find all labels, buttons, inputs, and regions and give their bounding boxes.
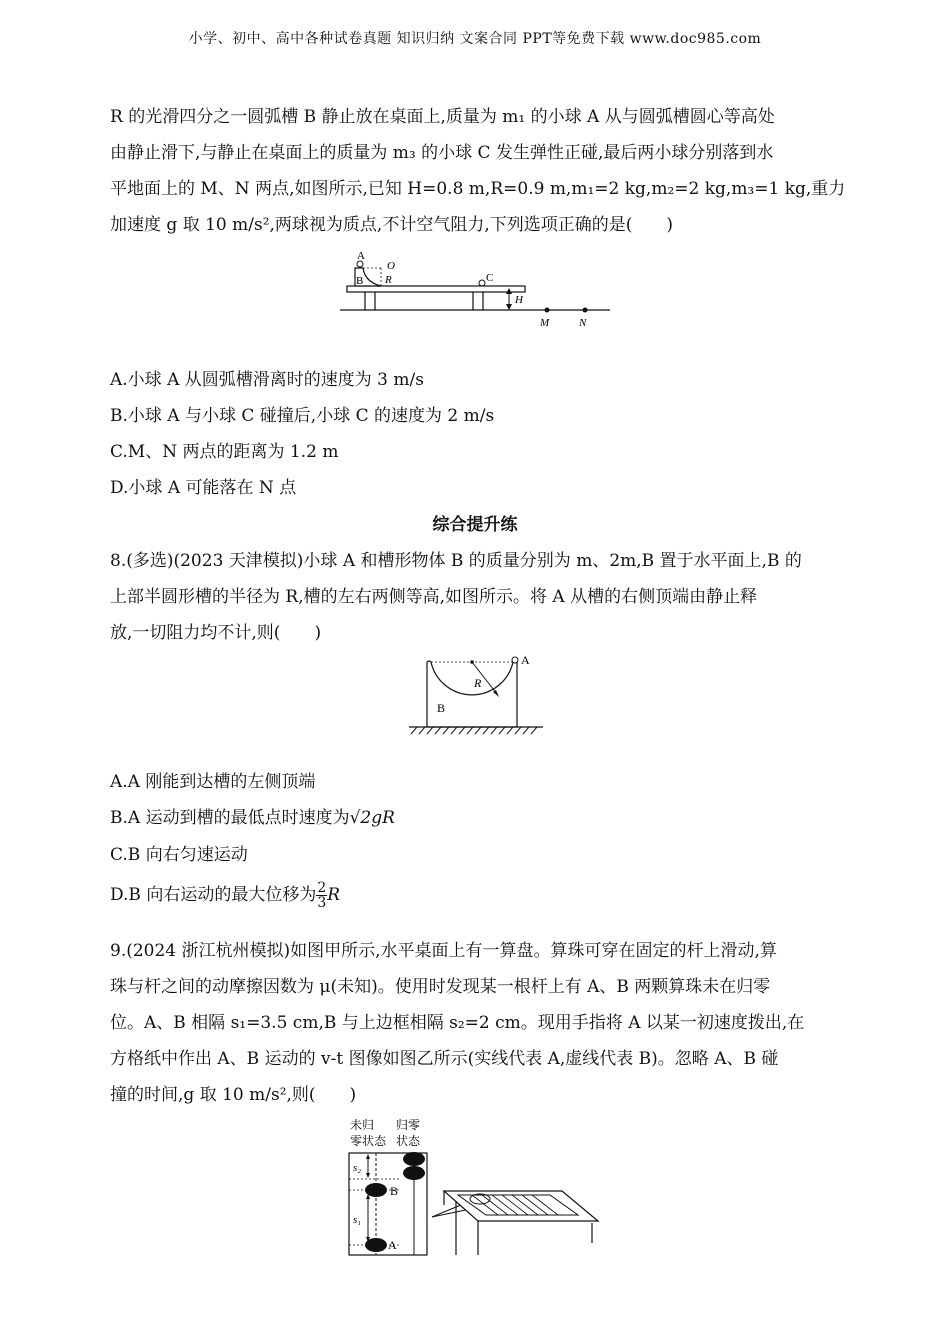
q8-stem-line: 放,一切阻力均不计,则( ) <box>110 623 322 643</box>
q8-stem-line: 8.(多选)(2023 天津模拟)小球 A 和槽形物体 B 的质量分别为 m、2m,B 置于水平面上,B 的 <box>110 551 802 571</box>
q7-stem-line: 加速度 g 取 10 m/s²,两球视为质点,不计空气阻力,下列选项正确的是( ) <box>110 215 673 235</box>
q8-option-b <box>110 803 395 828</box>
q9-stem-line: 珠与杆之间的动摩擦因数为 μ(未知)。使用时发现某一根杆上有 A、B 两颗算珠未在归零 <box>110 977 771 997</box>
label-h: H <box>515 294 523 306</box>
option-b-math: √2gR <box>349 808 395 828</box>
label-a: A <box>388 1238 397 1252</box>
q7-figure <box>335 248 615 330</box>
fraction-denominator: 3 <box>317 895 327 911</box>
label-c: C <box>486 272 494 284</box>
q9-stem-line: 位。A、B 相隔 s₁=3.5 cm,B 与上边框相隔 s₂=2 cm。现用手指将 A 以某一初速度拨出,在 <box>110 1013 805 1033</box>
label-s1: s₁ <box>353 1214 362 1226</box>
table-top <box>347 286 525 292</box>
fraction-suffix: R <box>327 885 341 905</box>
q8-option-d <box>110 880 340 910</box>
q8-option-c: C.B 向右匀速运动 <box>110 845 248 865</box>
fraction-numerator: 2 <box>317 880 327 896</box>
q9-figure <box>340 1115 610 1260</box>
option-d-text: D.B 向右运动的最大位移为 <box>110 885 317 905</box>
bead-b <box>365 1183 387 1197</box>
bead-a <box>365 1238 387 1252</box>
q8-option-a: A.A 刚能到达槽的左侧顶端 <box>110 772 316 792</box>
bead-zero-1 <box>403 1152 425 1166</box>
q7-option-a: A.小球 A 从圆弧槽滑离时的速度为 3 m/s <box>110 370 424 390</box>
label-zero-2: 状态 <box>396 1134 421 1148</box>
q8-figure <box>405 652 550 742</box>
q7-stem-line: 平地面上的 M、N 两点,如图所示,已知 H=0.8 m,R=0.9 m,m₁=2 kg,m₂=2 kg,m₃=1 kg,重力 <box>110 179 846 199</box>
point-m <box>545 308 550 313</box>
label-n: N <box>579 317 587 329</box>
label-not-zero-1: 未归 <box>350 1118 375 1132</box>
q7-option-d: D.小球 A 可能落在 N 点 <box>110 478 297 498</box>
label-r: R <box>474 676 482 690</box>
section-title: 综合提升练 <box>432 515 518 535</box>
label-r: R <box>385 274 392 286</box>
label-s2: s₂ <box>353 1162 362 1174</box>
option-d-fraction <box>316 881 327 910</box>
label-b: B <box>437 701 446 715</box>
q9-stem-line: 撞的时间,g 取 10 m/s²,则( ) <box>110 1085 357 1105</box>
label-a: A <box>521 653 530 667</box>
q7-option-b: B.小球 A 与小球 C 碰撞后,小球 C 的速度为 2 m/s <box>110 406 495 426</box>
label-o: O <box>387 260 395 272</box>
ball-c <box>479 280 485 286</box>
ball-a <box>512 657 518 663</box>
block-b <box>427 661 517 727</box>
label-b: B <box>390 1184 399 1198</box>
page-header: 小学、初中、高中各种试卷真题 知识归纳 文案合同 PPT等免费下载 www.doc985.com <box>188 31 762 47</box>
q9-stem-line: 9.(2024 浙江杭州模拟)如图甲所示,水平桌面上有一算盘。算珠可穿在固定的杆上滑动,算 <box>110 941 777 961</box>
q7-stem-line: 由静止滑下,与静止在桌面上的质量为 m₃ 的小球 C 发生弹性正碰,最后两小球分别落到水 <box>110 143 774 163</box>
bead-zero-2 <box>403 1166 425 1180</box>
q7-option-c: C.M、N 两点的距离为 1.2 m <box>110 442 339 462</box>
label-zero-1: 归零 <box>396 1118 421 1132</box>
q7-stem-line: R 的光滑四分之一圆弧槽 B 静止放在桌面上,质量为 m₁ 的小球 A 从与圆弧槽圆心等高处 <box>110 107 775 127</box>
q9-stem-line: 方格纸中作出 A、B 运动的 v-t 图像如图乙所示(实线代表 A,虚线代表 B)。忽略 A、B 碰 <box>110 1049 779 1069</box>
q8-stem-line: 上部半圆形槽的半径为 R,槽的左右两侧等高,如图所示。将 A 从槽的右侧顶端由静止释 <box>110 587 758 607</box>
label-m: M <box>540 317 550 329</box>
option-b-text: B.A 运动到槽的最低点时速度为 <box>110 808 350 828</box>
point-n <box>583 308 588 313</box>
label-a: A <box>357 250 365 262</box>
label-b: B <box>356 275 364 287</box>
label-not-zero-2: 零状态 <box>350 1134 387 1148</box>
